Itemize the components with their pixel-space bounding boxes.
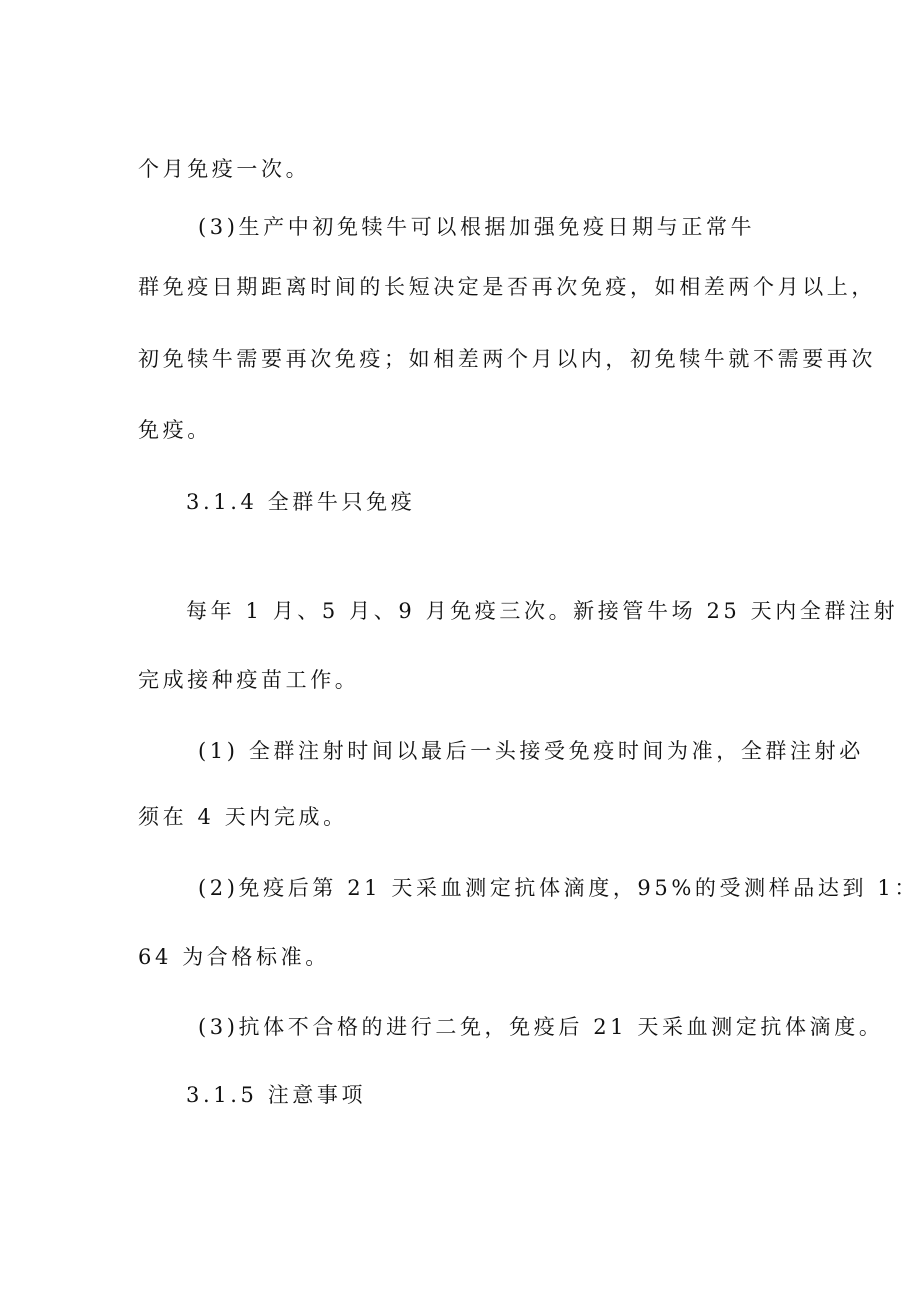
- section-heading-3-1-4: 3.1.4 全群牛只免疫: [186, 490, 416, 514]
- paragraph-line-2: 完成接种疫苗工作。: [138, 668, 360, 692]
- section-heading-3-1-5: 3.1.5 注意事项: [186, 1083, 367, 1107]
- paragraph-continuation: 个月免疫一次。: [138, 157, 311, 181]
- list-item-1-first-line: (1) 全群注射时间以最后一头接受免疫时间为准，全群注射必: [198, 739, 864, 763]
- list-item-2-line-2: 64 为合格标准。: [138, 945, 330, 969]
- list-item-3-line-4: 免疫。: [138, 418, 212, 442]
- paragraph-first-line: 每年 1 月、5 月、9 月免疫三次。新接管牛场 25 天内全群注射: [186, 599, 899, 623]
- list-item-3-first-line: (3)生产中初免犊牛可以根据加强免疫日期与正常牛: [198, 215, 756, 239]
- list-item-1-line-2: 须在 4 天内完成。: [138, 805, 348, 829]
- list-item-2-first-line: (2)免疫后第 21 天采血测定抗体滴度，95%的受测样品达到 1：: [198, 876, 919, 900]
- list-item-3-line-2: 群免疫日期距离时间的长短决定是否再次免疫，如相差两个月以上，: [138, 275, 876, 299]
- list-item-3-second-list: (3)抗体不合格的进行二免，免疫后 21 天采血测定抗体滴度。: [198, 1015, 884, 1039]
- list-item-3-line-3: 初免犊牛需要再次免疫；如相差两个月以内，初免犊牛就不需要再次: [138, 347, 876, 371]
